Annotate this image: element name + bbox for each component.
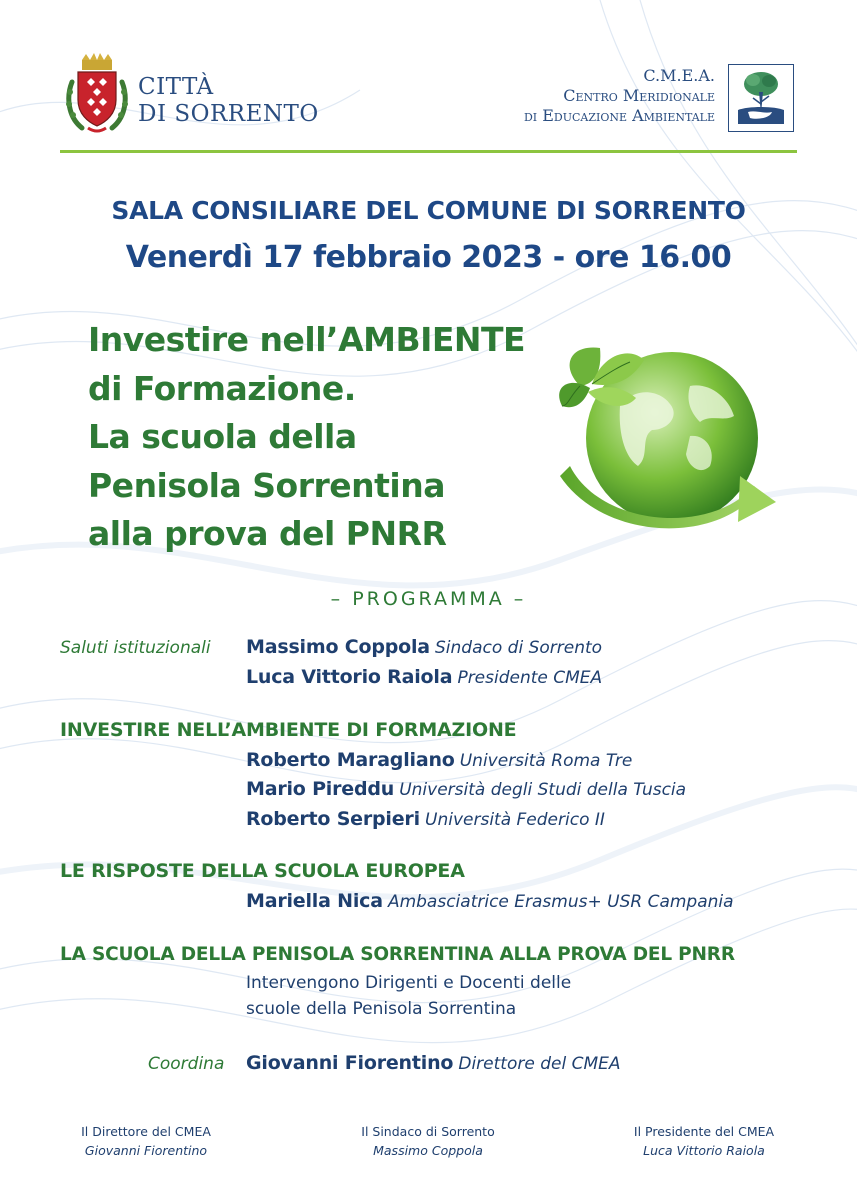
person-name: Giovanni Fiorentino: [246, 1052, 454, 1074]
person-name: Mariella Nica: [246, 890, 383, 912]
event-title-line-2: di Formazione.: [88, 368, 356, 408]
sorrento-coat-of-arms-logo: [62, 52, 132, 138]
person-name: Roberto Serpieri: [246, 808, 420, 830]
event-title-line-1: Investire nell’AMBIENTE: [88, 320, 526, 359]
coordina-label: [148, 1054, 224, 1074]
event-title-line-3: La scuola della: [88, 417, 357, 456]
section1-person-3: [246, 808, 605, 830]
section3-text-line-1: Intervengono Dirigenti e Docenti delle: [246, 973, 572, 993]
person-name: Massimo Coppola: [246, 636, 430, 658]
person-role: Università Roma Tre: [459, 751, 633, 771]
cmea-abbreviation: C.M.E.A.: [643, 66, 715, 85]
section1-person-1: [246, 749, 632, 771]
footer-signature-presidente: [584, 1122, 824, 1160]
person-name: Luca Vittorio Raiola: [246, 666, 453, 688]
person-role: Presidente CMEA: [457, 668, 603, 688]
person-name: Roberto Maragliano: [246, 749, 455, 771]
footer-name: Luca Vittorio Raiola: [643, 1143, 765, 1158]
saluti-label: Saluti istituzionali: [60, 638, 211, 658]
event-title-line-5: alla prova del PNRR: [88, 514, 447, 553]
person-role: Sindaco di Sorrento: [435, 638, 603, 658]
footer-name: Giovanni Fiorentino: [84, 1143, 208, 1158]
person-role: Direttore del CMEA: [458, 1054, 621, 1074]
venue-heading: SALA CONSILIARE DEL COMUNE DI SORRENTO: [111, 196, 746, 225]
green-globe-illustration: [540, 326, 778, 548]
section-title-pnrr: LA SCUOLA DELLA PENISOLA SORRENTINA ALLA PROVA DEL PNRR: [60, 944, 735, 965]
footer-signature-sindaco: [308, 1122, 548, 1160]
person-role: Ambasciatrice Erasmus+ USR Campania: [387, 892, 734, 912]
cmea-name-line-1: Centro Meridionale: [563, 86, 715, 105]
person-role: Università Federico II: [425, 810, 605, 830]
saluti-person-1: [246, 636, 602, 658]
cmea-name: [524, 66, 715, 126]
section1-person-2: [246, 778, 686, 800]
programma-heading: – PROGRAMMA –: [330, 588, 527, 610]
section-title-investire: INVESTIRE NELL’AMBIENTE DI FORMAZIONE: [60, 719, 517, 741]
section2-person-1: [246, 890, 734, 912]
saluti-row-1: [60, 638, 211, 658]
header-divider-line: [60, 150, 797, 153]
cmea-name-line-2: di Educazione Ambientale: [523, 106, 715, 125]
section3-text-line-2: scuole della Penisola Sorrentina: [246, 999, 517, 1019]
city-name-line-2: DI SORRENTO: [138, 101, 319, 127]
event-title: [88, 316, 578, 559]
person-role: Università degli Studi della Tuscia: [399, 780, 687, 800]
footer-title: Il Sindaco di Sorrento: [361, 1124, 495, 1139]
event-title-line-4: Penisola Sorrentina: [88, 465, 445, 505]
coordina-person: [246, 1052, 621, 1074]
footer-signature-direttore: [26, 1122, 266, 1160]
footer-title: Il Direttore del CMEA: [81, 1124, 211, 1139]
section-title-risposte: LE RISPOSTE DELLA SCUOLA EUROPEA: [60, 860, 465, 882]
saluti-person-2: [246, 666, 602, 688]
section3-text: [246, 970, 571, 1022]
coordina-label-text: Coordina: [148, 1054, 225, 1074]
event-date: Venerdì 17 febbraio 2023 - ore 16.00: [125, 240, 732, 275]
footer-name: Massimo Coppola: [373, 1143, 483, 1158]
footer-title: Il Presidente del CMEA: [633, 1124, 775, 1139]
cmea-tree-logo: [728, 64, 794, 132]
city-name: [138, 74, 319, 128]
person-name: Mario Pireddu: [246, 778, 395, 800]
city-name-line-1: CITTÀ: [138, 74, 214, 100]
